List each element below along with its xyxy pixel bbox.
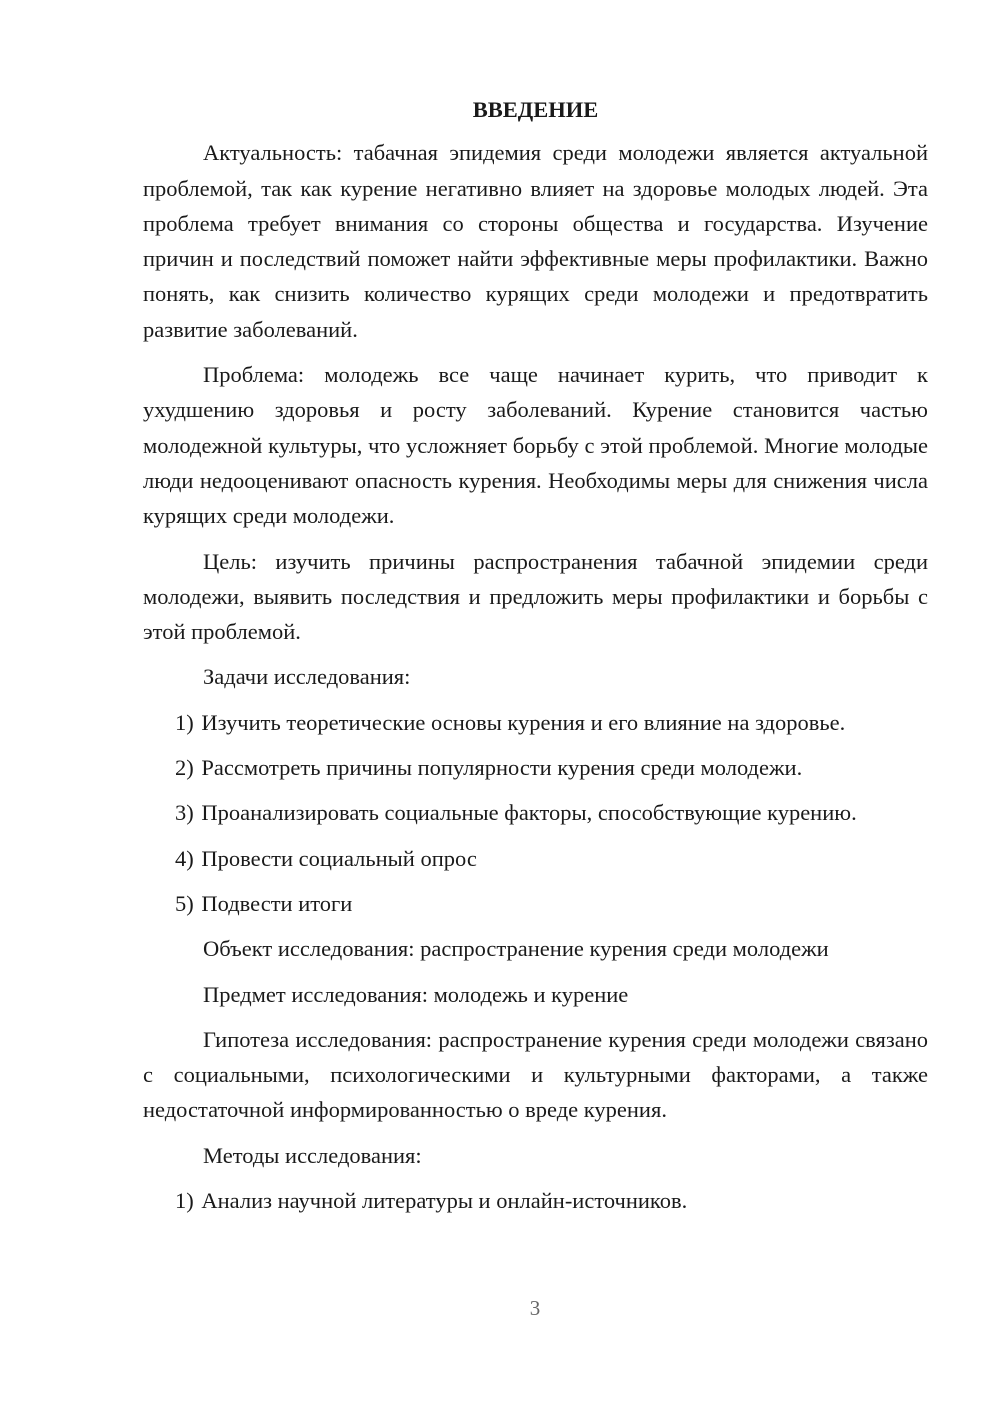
hypothesis-paragraph: Гипотеза исследования: распространение курения среди молодежи связано с социальными, психологическими и культурными факторами, а также недостаточной информированностью о вреде курения.	[143, 1026, 928, 1123]
task-text: Рассмотреть причины популярности курения среди молодежи.	[201, 755, 803, 781]
task-number: 1)	[175, 709, 194, 735]
tasks-heading: Задачи исследования:	[203, 664, 411, 690]
task-item	[143, 886, 928, 921]
method-text: Анализ научной литературы и онлайн-источников.	[201, 1188, 688, 1214]
goal-paragraph: Цель: изучить причины распространения табачной эпидемии среди молодежи, выявить последствия и предложить меры профилактики и борьбы с этой проблемой.	[143, 548, 928, 645]
task-number: 4)	[175, 845, 194, 871]
task-text: Подвести итоги	[201, 890, 353, 916]
task-item	[143, 705, 928, 740]
task-text: Изучить теоретические основы курения и его влияние на здоровье.	[201, 709, 846, 735]
method-number: 1)	[175, 1188, 194, 1214]
page-content	[143, 92, 928, 1228]
task-item	[143, 795, 928, 830]
object-line: Объект исследования: распространение курения среди молодежи	[203, 936, 829, 962]
task-item	[143, 841, 928, 876]
method-item	[143, 1183, 928, 1218]
page-number: 3	[529, 1296, 541, 1320]
task-number: 5)	[175, 890, 194, 916]
methods-heading: Методы исследования:	[203, 1142, 422, 1168]
task-number: 3)	[175, 800, 194, 826]
relevance-paragraph: Актуальность: табачная эпидемия среди молодежи является актуальной проблемой, так как курение негативно влияет на здоровье молодых людей. Эта проблема требует внимания со стороны общества и государства. Изучение причин и последствий поможет найти эффективные меры профилактики. Важно понять, как снизить количество курящих среди молодежи и предотвратить развитие заболеваний.	[143, 140, 928, 342]
subject-line: Предмет исследования: молодежь и курение	[203, 981, 629, 1007]
page-title: ВВЕДЕНИЕ	[472, 97, 599, 122]
task-text: Проанализировать социальные факторы, способствующие курению.	[201, 800, 857, 826]
problem-paragraph: Проблема: молодежь все чаще начинает курить, что приводит к ухудшению здоровья и росту заболеваний. Курение становится частью молодежной культуры, что усложняет борьбу с этой проблемой. Многие молодые люди недооценивают опасность курения. Необходимы меры для снижения числа курящих среди молодежи.	[143, 362, 928, 529]
task-item	[143, 750, 928, 785]
task-number: 2)	[175, 755, 194, 781]
task-text: Провести социальный опрос	[201, 845, 477, 871]
